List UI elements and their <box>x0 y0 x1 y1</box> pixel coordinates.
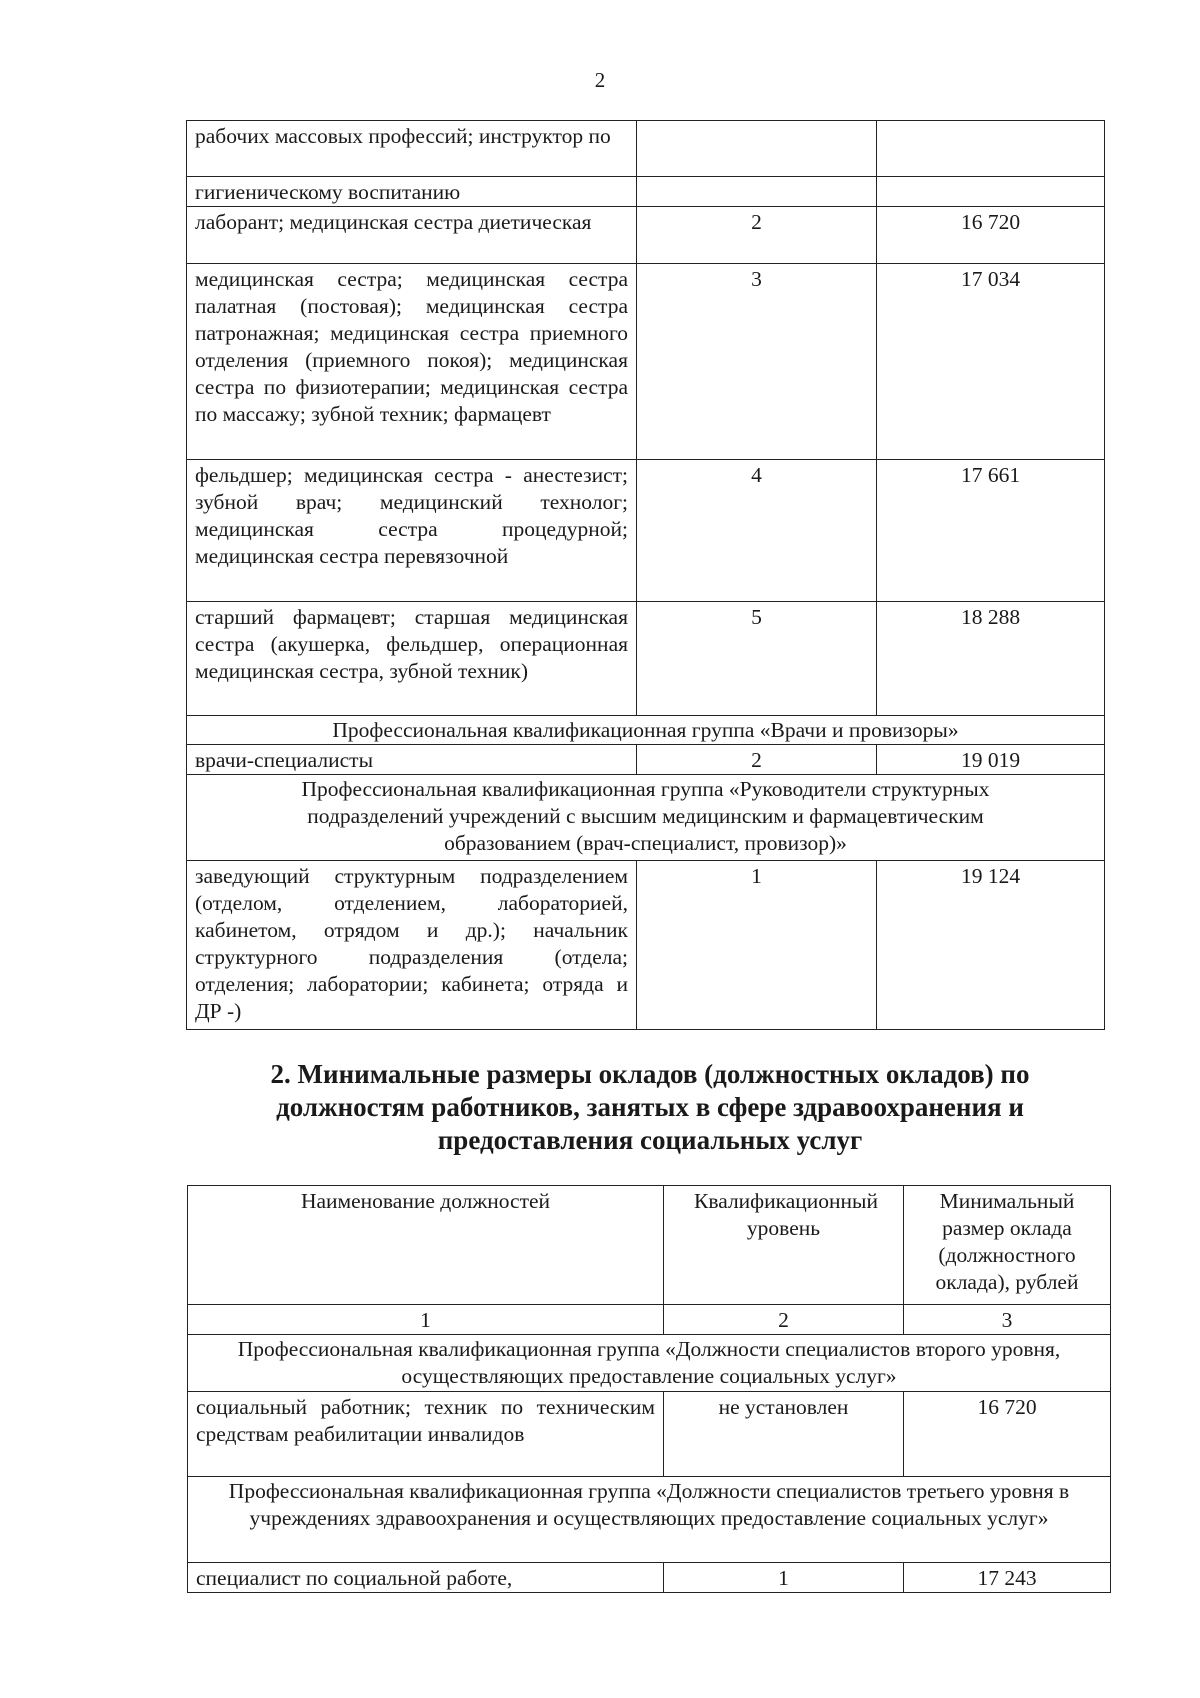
position-name: рабочих массовых профессий; инструктор по <box>187 121 637 177</box>
table-row-group <box>187 775 1105 861</box>
qualification-group-title: Профессиональная квалификационная группа «Врачи и провизоры» <box>187 716 1105 745</box>
salary-value: 17 034 <box>877 264 1105 460</box>
salary-value: 16 720 <box>877 207 1105 264</box>
qualification-level: 2 <box>637 745 877 775</box>
qualification-group-title: Профессиональная квалификационная группа «Должности специалистов третьего уровня в учреждениях здравоохранения и осуществляющих предоставление социальных услуг» <box>188 1477 1111 1563</box>
table-row <box>187 264 1105 460</box>
section-title-line: должностям работников, занятых в сфере здравоохранения и <box>276 1092 1024 1122</box>
qualification-level: 3 <box>637 264 877 460</box>
salary-value: 17 243 <box>904 1563 1111 1593</box>
salary-value <box>877 177 1105 207</box>
qualification-level: 2 <box>637 207 877 264</box>
salary-value: 19 124 <box>877 861 1105 1030</box>
salary-value: 17 661 <box>877 460 1105 602</box>
table-row <box>187 861 1105 1030</box>
header-position-name: Наименование должностей <box>188 1186 664 1305</box>
table-row-group <box>188 1477 1111 1563</box>
header-qualification-level: Квалификационный уровень <box>664 1186 904 1305</box>
position-name: социальный работник; техник по техническим средствам реабилитации инвалидов <box>188 1392 664 1477</box>
qualification-level: 1 <box>664 1563 904 1593</box>
section-title-line: предоставления социальных услуг <box>437 1125 863 1155</box>
column-number: 2 <box>664 1305 904 1335</box>
salary-table-social <box>187 1185 1111 1593</box>
table-row <box>187 745 1105 775</box>
position-name: медицинская сестра; медицинская сестра палатная (постовая); медицинская сестра патронажная; медицинская сестра приемного отделения (приемного покоя); медицинская сестра по физиотерапии; медицинская сестра по массажу; зубной техник; фармацевт <box>187 264 637 460</box>
position-name: лаборант; медицинская сестра диетическая <box>187 207 637 264</box>
qualification-group-title: Профессиональная квалификационная группа «Должности специалистов второго уровня, осуществляющих предоставление социальных услуг» <box>188 1335 1111 1392</box>
qualification-group-title: Профессиональная квалификационная группа «Руководители структурных подразделений учреждений с высшим медицинским и фармацевтическим образованием (врач-специалист, провизор)» <box>187 775 1105 861</box>
qualification-level: 1 <box>637 861 877 1030</box>
qualification-level: 4 <box>637 460 877 602</box>
qualification-level: не установлен <box>664 1392 904 1477</box>
qualification-level: 5 <box>637 602 877 716</box>
qualification-level <box>637 177 877 207</box>
position-name: специалист по социальной работе, <box>188 1563 664 1593</box>
column-number-row <box>188 1305 1111 1335</box>
column-number: 1 <box>188 1305 664 1335</box>
table-row-group <box>187 716 1105 745</box>
table-row <box>187 460 1105 602</box>
position-name: старший фармацевт; старшая медицинская сестра (акушерка, фельдшер, операционная медицинская сестра, зубной техник) <box>187 602 637 716</box>
table-header-row <box>188 1186 1111 1305</box>
table-row <box>187 207 1105 264</box>
table-row <box>187 602 1105 716</box>
table-row <box>188 1392 1111 1477</box>
qualification-level <box>637 121 877 177</box>
page-number: 2 <box>594 68 606 92</box>
salary-value: 18 288 <box>877 602 1105 716</box>
salary-table-medical <box>186 120 1105 1030</box>
header-min-salary: Минимальный размер оклада (должностного оклада), рублей <box>904 1186 1111 1305</box>
column-number: 3 <box>904 1305 1111 1335</box>
salary-value: 16 720 <box>904 1392 1111 1477</box>
position-name: фельдшер; медицинская сестра - анестезист; зубной врач; медицинский технолог; медицинская сестра процедурной; медицинская сестра перевязочной <box>187 460 637 602</box>
position-name: гигиеническому воспитанию <box>187 177 637 207</box>
position-name: врачи-специалисты <box>187 745 637 775</box>
section-title-line: 2. Минимальные размеры окладов (должностных окладов) по <box>270 1059 1030 1089</box>
salary-value <box>877 121 1105 177</box>
salary-value: 19 019 <box>877 745 1105 775</box>
table-row <box>187 121 1105 177</box>
section-2-title <box>200 1058 1100 1157</box>
table-row <box>188 1563 1111 1593</box>
position-name: заведующий структурным подразделением (отделом, отделением, лабораторией, кабинетом, отрядом и др.); начальник структурного подразделения (отдела; отделения; лаборатории; кабинета; отряда и ДР -) <box>187 861 637 1030</box>
table-row-group <box>188 1335 1111 1392</box>
table-row <box>187 177 1105 207</box>
